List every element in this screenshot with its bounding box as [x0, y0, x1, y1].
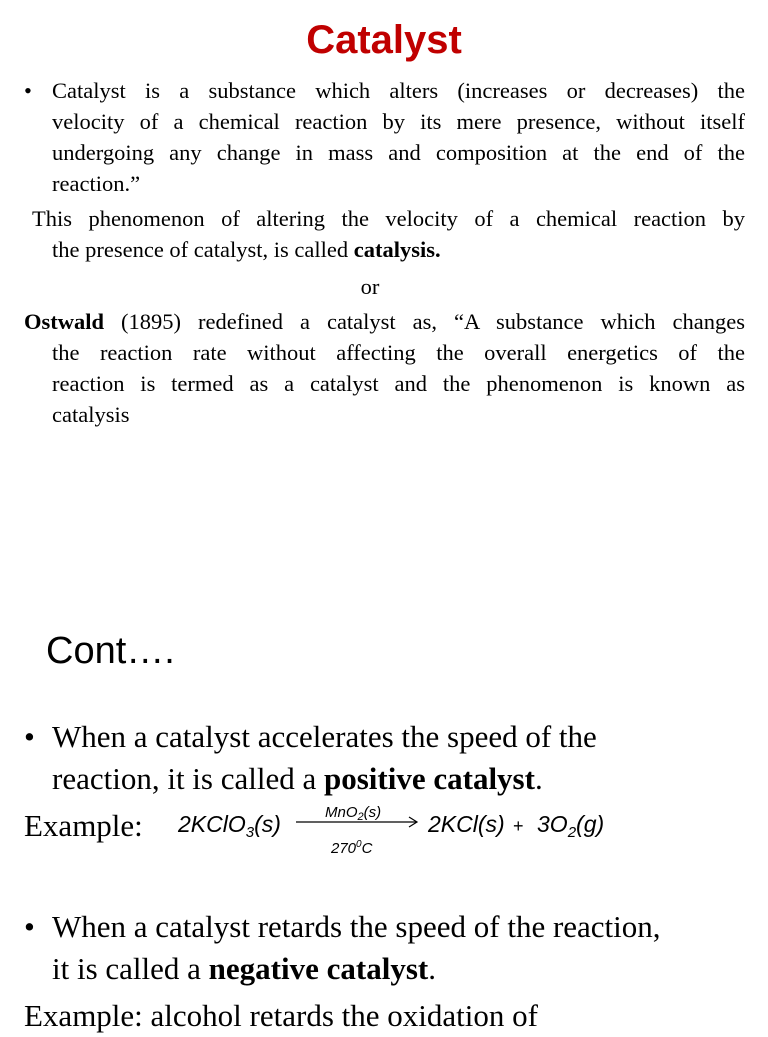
- ostwald-line: catalysis: [52, 402, 130, 427]
- bullet-marker: •: [24, 78, 32, 103]
- reaction-arrow-icon: [296, 814, 426, 830]
- definition-line: undergoing any change in mass and composition at the end of the: [52, 140, 745, 165]
- equation-product1: 2KCl(s): [428, 811, 505, 837]
- catalysis-line: This phenomenon of altering the velocity of a chemical reaction by: [32, 206, 745, 231]
- positive-term: positive catalyst: [324, 761, 535, 796]
- ostwald-name: Ostwald: [24, 309, 105, 334]
- negative-line: [52, 948, 752, 990]
- negative-term: negative catalyst: [208, 951, 429, 986]
- chemical-equation: [176, 800, 646, 870]
- example-label: Example:: [24, 808, 143, 843]
- positive-line: [52, 758, 752, 800]
- or-separator: or: [360, 274, 380, 299]
- positive-line: When a catalyst accelerates the speed of the: [52, 719, 597, 754]
- slide-heading: Cont….: [46, 630, 175, 672]
- positive-prefix: reaction, it is called a: [52, 761, 324, 796]
- slide-title: Catalyst: [306, 18, 462, 62]
- catalysis-prefix: the presence of catalyst, is called: [52, 237, 354, 262]
- equation-catalyst: MnO$_2$(s): [325, 804, 382, 823]
- ostwald-paragraph: [24, 306, 745, 430]
- bullet-marker: •: [24, 719, 35, 754]
- definition-paragraph: [52, 75, 745, 199]
- ostwald-line: [24, 306, 745, 337]
- catalysis-line: [32, 234, 745, 265]
- equation-plus: +: [513, 816, 524, 836]
- definition-line: Catalyst is a substance which alters (increases or decreases) the: [52, 78, 745, 103]
- equation-reactant: 2KClO$_3$(s): [178, 811, 281, 841]
- positive-suffix: .: [534, 761, 543, 796]
- negative-prefix: it is called a: [52, 951, 209, 986]
- catalysis-term: catalysis.: [353, 237, 441, 262]
- ostwald-line: the reaction rate without affecting the overall energetics of the: [52, 340, 745, 365]
- negative-line: When a catalyst retards the speed of the reaction,: [52, 909, 661, 944]
- ostwald-line-rest: (1895) redefined a catalyst as, “A substance which changes: [104, 309, 745, 334]
- definition-line: velocity of a chemical reaction by its mere presence, without itself: [52, 109, 745, 134]
- bullet-marker: •: [24, 909, 35, 944]
- positive-catalyst-bullet: [52, 716, 752, 800]
- equation-product2: $3O_2(g)$: [537, 811, 605, 841]
- negative-suffix: .: [428, 951, 436, 986]
- ostwald-line: reaction is termed as a catalyst and the phenomenon is known as: [52, 371, 745, 396]
- equation-temperature: $270^0C$: [331, 839, 373, 857]
- definition-line: reaction.”: [52, 171, 141, 196]
- catalysis-paragraph: [32, 203, 745, 265]
- example2-text: Example: alcohol retards the oxidation of: [24, 998, 538, 1033]
- negative-catalyst-bullet: [52, 906, 752, 990]
